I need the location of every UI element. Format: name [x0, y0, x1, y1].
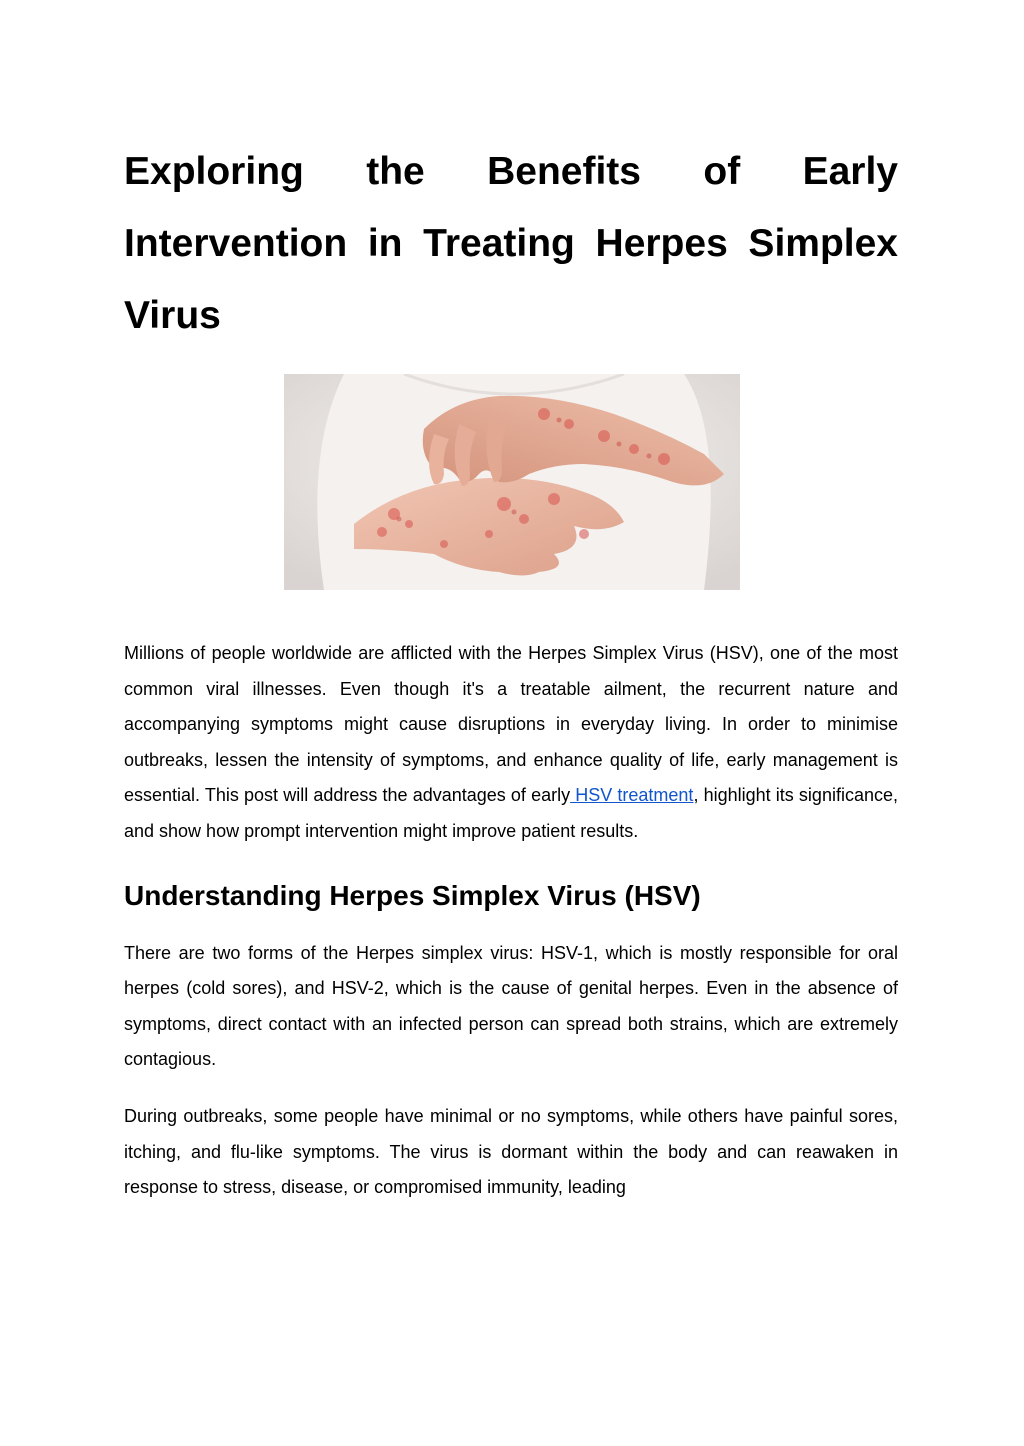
intro-paragraph	[124, 636, 898, 850]
hsv-treatment-link[interactable]: HSV treatment	[570, 785, 694, 806]
hero-image	[284, 374, 740, 590]
intro-text-before-link: Millions of people worldwide are afflicted with the Herpes Simplex Virus (HSV), one of the most common viral illnesses. Even though it's a treatable ailment, the recurrent nature and accompanying symptoms might cause disruptions in everyday living. In order to minimise outbreaks, lessen the intensity of symptoms, and enhance quality of life, early management is essential. This post will address the advantages of early	[124, 643, 898, 806]
hero-image-container	[124, 374, 898, 590]
intro-text-after-link: , highlight its significance, and show how prompt intervention might improve patient results.	[124, 785, 898, 841]
article	[124, 136, 898, 1206]
section-paragraph-2: During outbreaks, some people have minimal or no symptoms, while others have painful sores, itching, and flu-like symptoms. The virus is dormant within the body and can reawaken in response to stress, disease, or compromised immunity, leading	[124, 1105, 898, 1198]
section-heading-understanding-hsv: Understanding Herpes Simplex Virus (HSV)	[124, 879, 701, 911]
article-title: Exploring the Benefits of Early Intervention in Treating Herpes Simplex Virus	[124, 150, 898, 337]
section-paragraph-1: There are two forms of the Herpes simplex virus: HSV-1, which is mostly responsible for oral herpes (cold sores), and HSV-2, which is the cause of genital herpes. Even in the absence of symptoms, direct contact with an infected person can spread both strains, which are extremely contagious.	[124, 942, 898, 1070]
